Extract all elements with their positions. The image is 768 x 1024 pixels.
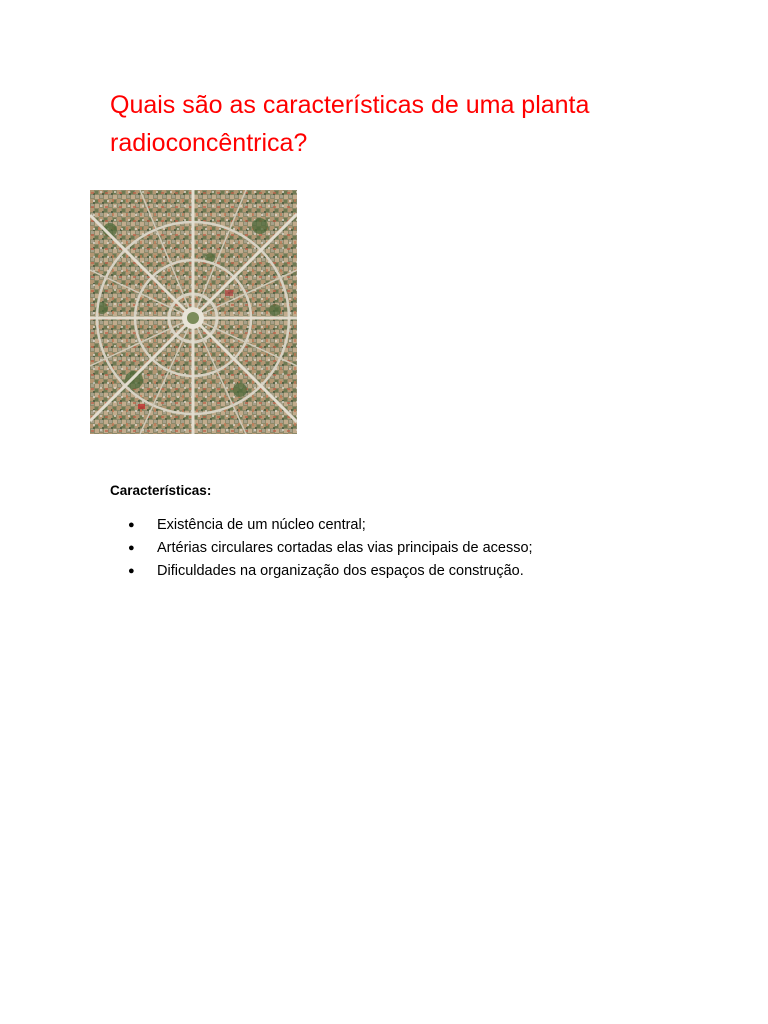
- bullet-icon: ●: [128, 519, 135, 531]
- list-item: [128, 537, 688, 560]
- page-title: [110, 86, 710, 162]
- map-red-marker: [138, 404, 145, 409]
- page-title-line-2: radioconcêntrica?: [110, 129, 308, 157]
- list-item-text: Existência de um núcleo central;: [157, 517, 366, 533]
- list-item: [128, 514, 688, 537]
- aerial-map-image: [90, 190, 297, 434]
- list-item-text: Artérias circulares cortadas elas vias principais de acesso;: [157, 540, 533, 556]
- bullet-icon: ●: [128, 565, 135, 577]
- section-heading: Características:: [110, 483, 212, 498]
- bullet-icon: ●: [128, 542, 135, 554]
- list-item: [128, 560, 688, 583]
- aerial-radial-city-map-icon: [90, 190, 297, 434]
- map-red-roof: [225, 290, 233, 296]
- map-central-plaza: [182, 307, 204, 329]
- characteristics-list: [128, 514, 688, 583]
- list-item-text: Dificuldades na organização dos espaços de construção.: [157, 563, 524, 579]
- page-title-line-1: Quais são as características de uma planta: [110, 91, 590, 119]
